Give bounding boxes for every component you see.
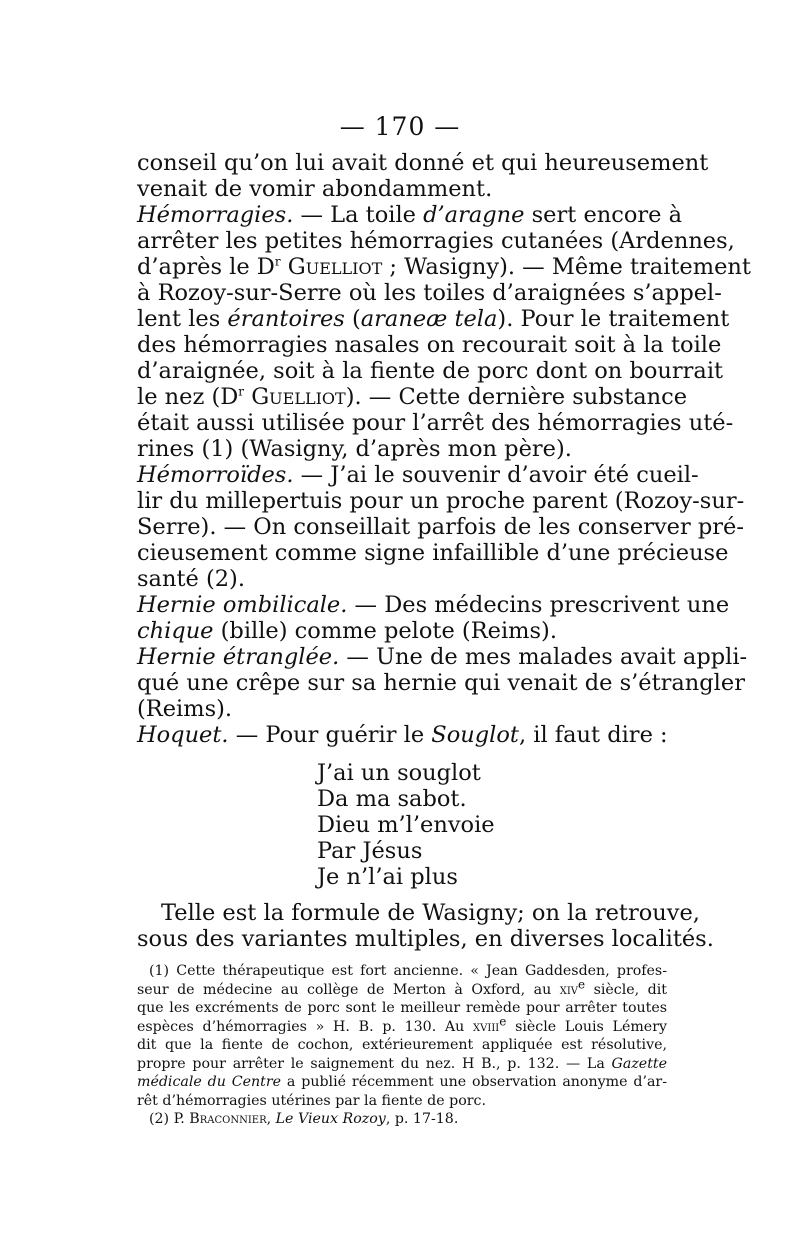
footnote-line: que les excréments de porc sont le meilleur remède pour arrêter toutes	[137, 1000, 667, 1016]
paragraph-hernie-etranglee	[137, 644, 748, 670]
text-line: venait de vomir abondamment.	[137, 176, 493, 202]
text-line: Hernie ombilicale. — Des médecins prescrivent une	[137, 592, 730, 618]
text-line: d’araignée, soit à la fiente de porc dont on bourrait	[137, 358, 724, 384]
text-line: qué une crêpe sur sa hernie qui venait de s’étrangler	[137, 670, 745, 696]
paragraph-hemorragies-body	[137, 228, 751, 462]
text-line: (Reims).	[137, 696, 233, 722]
text-line: Hoquet. — Pour guérir le Souglot, il faut dire :	[137, 722, 668, 748]
entry-heading: Hoquet.	[137, 722, 229, 748]
verse-line: Dieu m’l’envoie	[317, 812, 495, 838]
paragraph-continuation	[137, 150, 709, 202]
verse-line: Par Jésus	[317, 838, 423, 864]
entry-heading: Hernie étranglée.	[137, 644, 340, 670]
footnote-1	[137, 962, 667, 1110]
paragraph-hoquet	[137, 722, 667, 748]
text-line: des hémorragies nasales on recourait soit à la toile	[137, 332, 722, 358]
author-name: Guelliot	[280, 254, 383, 280]
verse-line: Je n’l’ai plus	[317, 864, 458, 890]
paragraph-hernie-ombilicale-body	[137, 618, 667, 644]
text-line: sous des variantes multiples, en diverses localités.	[137, 926, 714, 952]
footnotes	[137, 962, 667, 1129]
page-number: — 170 —	[339, 112, 461, 141]
footnote-line: dit que la fiente de cochon, extérieurement appliquée est résolutive,	[137, 1037, 667, 1053]
entry-heading: Hémorroïdes.	[137, 462, 294, 488]
footnote-line: (1) Cette thérapeutique est fort ancienne. « Jean Gaddesden, profes-	[149, 963, 667, 979]
text-line: était aussi utilisée pour l’arrêt des hémorragies uté-	[137, 410, 734, 436]
footnote-line: propre pour arrêter le saignement du nez. H B., p. 132. — La Gazette	[137, 1055, 667, 1072]
paragraph-hemorroides-body	[137, 488, 745, 592]
text-line: cieusement comme signe infaillible d’une précieuse	[137, 540, 729, 566]
text-line: d’après le $D^r$ Guelliot ; Wasigny). — Même traitement	[137, 254, 751, 280]
main-text	[137, 150, 751, 952]
footnote-line: médicale du Centre a publié récemment une observation anonyme d’ar-	[137, 1074, 667, 1090]
text-line: lent les érantoires (araneæ tela). Pour le traitement	[137, 306, 730, 332]
author-name: Guelliot	[244, 384, 346, 410]
paragraph-hernie-ombilicale	[137, 592, 730, 618]
text-line: le nez ($D^r$ Guelliot). — Cette dernière substance	[137, 384, 688, 410]
book-title: Le Vieux Rozoy	[275, 1111, 386, 1127]
text-line: rines (1) (Wasigny, d’après mon père).	[137, 436, 572, 462]
verse-line: Da ma sabot.	[317, 786, 467, 812]
text-line: arrêter les petites hémorragies cutanées (Ardennes,	[137, 228, 735, 254]
entry-heading: Hémorragies.	[137, 202, 294, 228]
text-line: chique (bille) comme pelote (Reims).	[137, 618, 557, 644]
paragraph-closing	[137, 900, 714, 952]
text-line: conseil qu’on lui avait donné et qui heureusement	[137, 150, 709, 176]
text-line: Serre). — On conseillait parfois de les conserver pré-	[137, 514, 744, 540]
text-line: à Rozoy-sur-Serre où les toiles d’araignées s’appel-	[137, 280, 722, 306]
footnote-2: (2) P. Braconnier, Le Vieux Rozoy, p. 17-18.	[149, 1111, 459, 1127]
entry-heading: Hernie ombilicale.	[137, 592, 348, 618]
text-line: Hémorroïdes. — J’ai le souvenir d’avoir été cueil-	[137, 462, 699, 488]
footnote-line: rêt d’hémorragies utérines par la fiente de porc.	[137, 1092, 487, 1109]
footnote-line: seur de médecine au collège de Merton à Oxford, au xiv$^e$ siècle, dit	[137, 976, 667, 998]
paragraph-hemorragies	[137, 202, 683, 228]
verse-line: J’ai un souglot	[317, 760, 481, 786]
paragraph-hemorroides	[137, 462, 699, 488]
text-line: lir du millepertuis pour un proche parent (Rozoy-sur-	[137, 488, 745, 514]
author-name: Braconnier	[189, 1111, 267, 1127]
paragraph-hernie-etranglee-body	[137, 670, 745, 722]
verse-block	[317, 760, 667, 890]
text-line: Telle est la formule de Wasigny; on la retrouve,	[161, 900, 700, 926]
text-line: santé (2).	[137, 566, 245, 592]
footnote-line: espèces d’hémorragies » H. B. p. 130. Au xviii$^e$ siècle Louis Lémery	[137, 1013, 667, 1035]
text-line: Hernie étranglée. — Une de mes malades avait appli-	[137, 644, 748, 670]
text-line: Hémorragies. — La toile d’aragne sert encore à	[137, 202, 683, 228]
